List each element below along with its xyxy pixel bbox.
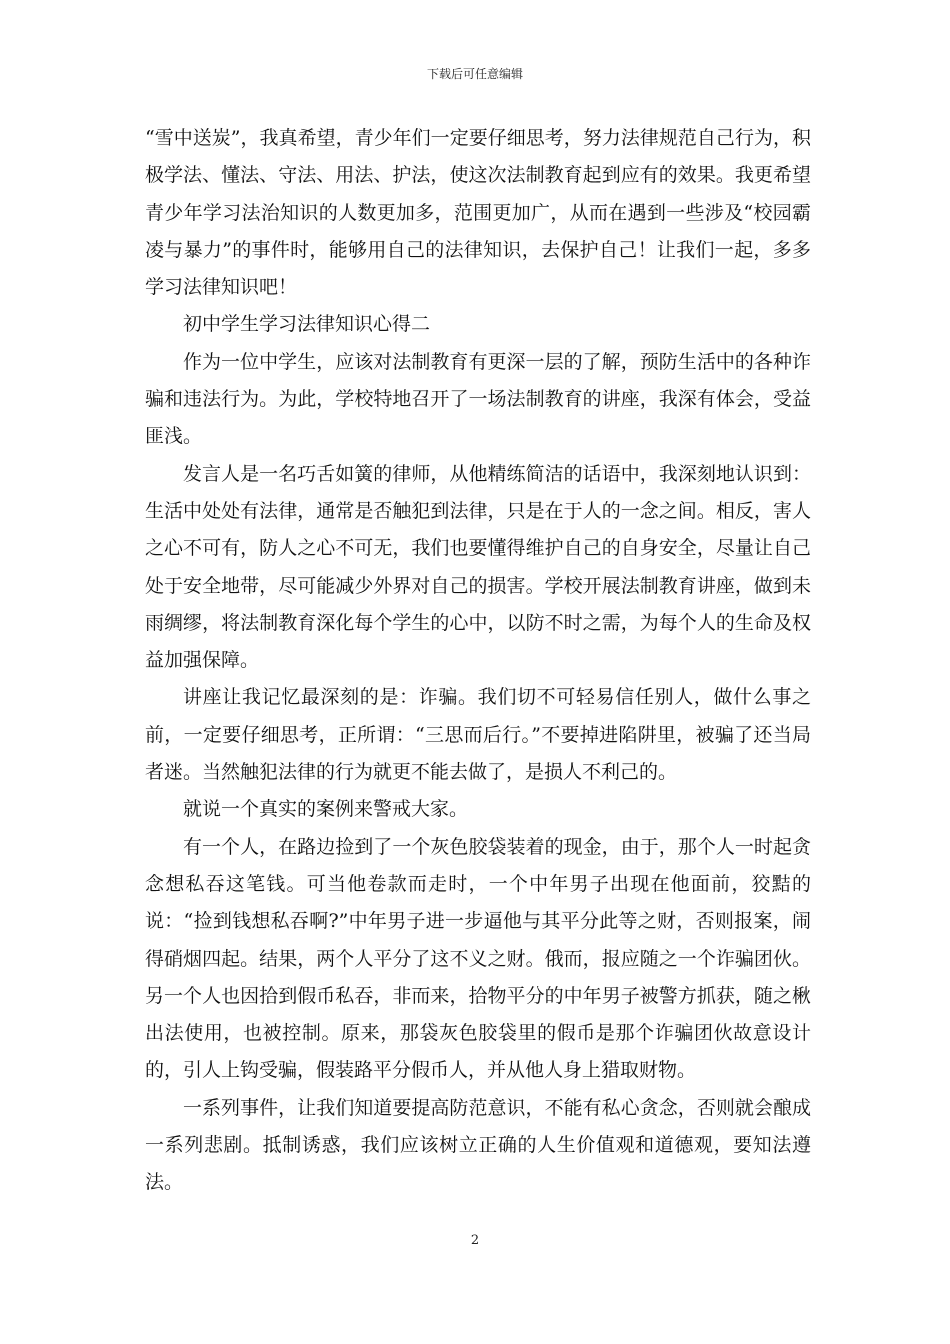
page-header: 下载后可任意编辑 [426,67,523,81]
paragraph-continuation: “雪中送炭”，我真希望，青少年们一定要仔细思考，努力法律规范自己行为，积极学法、懂法、守法、用法、护法，使这次法制教育起到应有的效果。我更希望青少年学习法治知识的人数更加多，范围更加广，从而在遇到一些涉及“校园霸凌与暴力”的事件时，能够用自己的法律知识，去保护自己！让我们一起，多多学习法律知识吧！ [145,127,811,299]
paragraph-case-story: 有一个人，在路边捡到了一个灰色胶袋装着的现金，由于，那个人一时起贪念想私吞这笔钱。可当他卷款而走时，一个中年男子出现在他面前，狡黠的说：“捡到钱想私吞啊?”中年男子进一步逼他与其平分此等之财，否则报案，闹得硝烟四起。结果，两个人平分了这不义之财。俄而，报应随之一个诈骗团伙。另一个人也因拾到假币私吞，非而来，拾物平分的中年男子被警方抓获，随之楸出法使用，也被控制。原来，那袋灰色胶袋里的假币是那个诈骗团伙故意设计的，引人上钩受骗，假装路平分假币人，并从他人身上猎取财物。 [145,835,811,1082]
paragraph-lawyer: 发言人是一名巧舌如簧的律师，从他精练简洁的话语中，我深刻地认识到：生活中处处有法律，通常是否触犯到法律，只是在于人的一念之间。相反，害人之心不可有，防人之心不可无，我们也要懂得维护自己的自身安全，尽量让自己处于安全地带，尽可能减少外界对自己的损害。学校开展法制教育讲座，做到未雨绸缪，将法制教育深化每个学生的心中，以防不时之需，为每个人的生命及权益加强保障。 [145,462,811,672]
paragraph-conclusion: 一系列事件，让我们知道要提高防范意识，不能有私心贪念，否则就会酿成一系列悲剧。抵制诱惑，我们应该树立正确的人生价值观和道德观，要知法遵法。 [145,1096,811,1194]
page-number: 2 [470,1233,480,1248]
paragraph-intro: 作为一位中学生，应该对法制教育有更深一层的了解，预防生活中的各种诈骗和违法行为。为此，学校特地召开了一场法制教育的讲座，我深有体会，受益匪浅。 [145,350,811,448]
section-heading: 初中学生学习法律知识心得二 [183,313,431,336]
document-body [145,120,811,1202]
paragraph-fraud: 讲座让我记忆最深刻的是：诈骗。我们切不可轻易信任别人，做什么事之前，一定要仔细思考，正所谓：“三思而后行。”不要掉进陷阱里，被骗了还当局者迷。当然触犯法律的行为就更不能去做了，是损人不利己的。 [145,686,811,784]
paragraph-case-intro: 就说一个真实的案例来警戒大家。 [183,798,469,821]
